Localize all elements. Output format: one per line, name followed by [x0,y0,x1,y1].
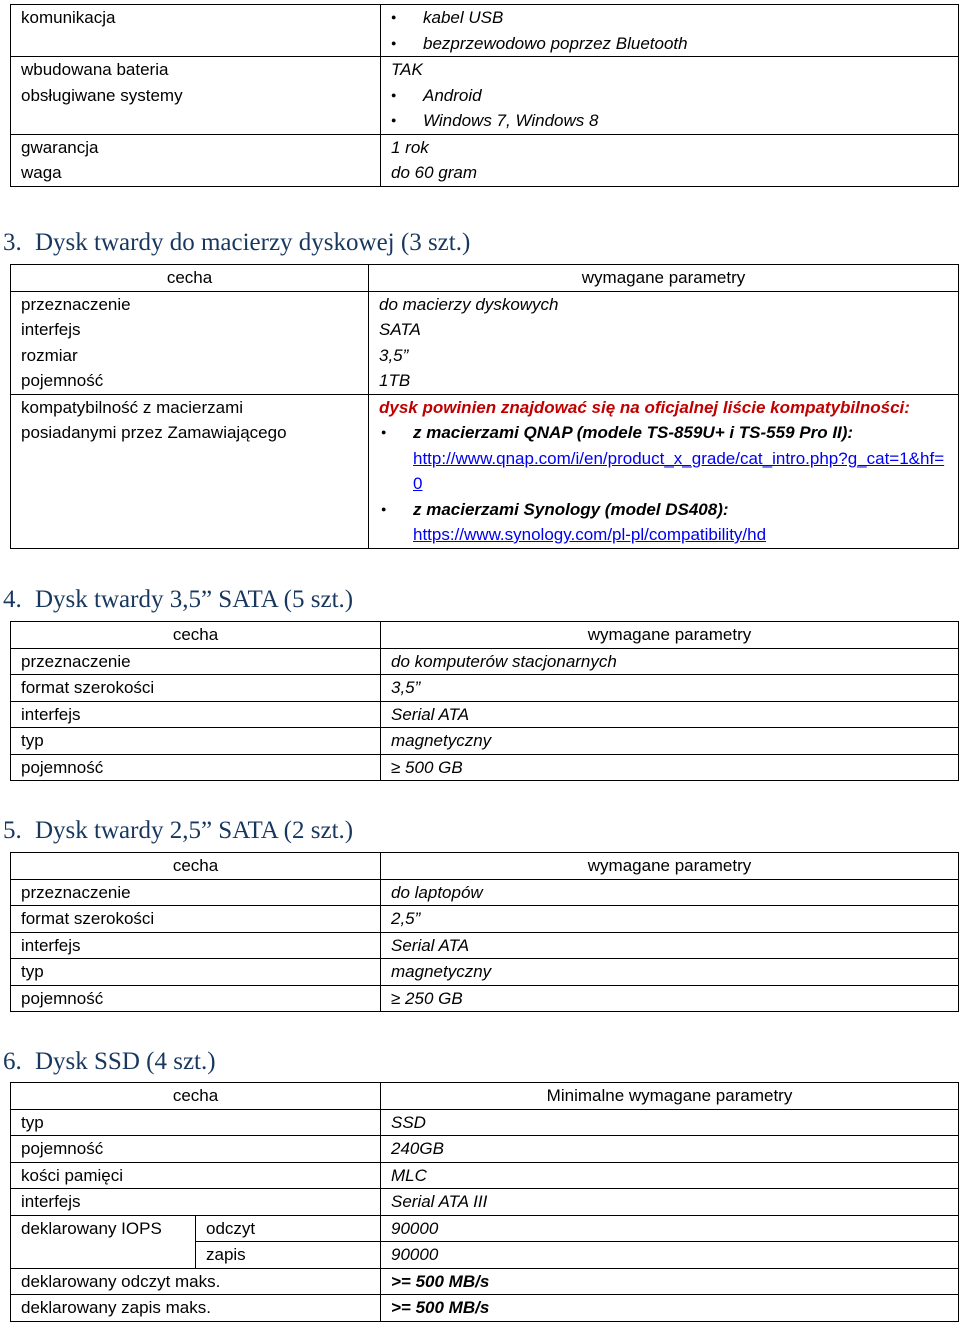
row-label: pojemność [11,368,369,394]
row-value: SATA [369,317,959,343]
row-label: format szerokości [11,675,381,702]
table-row [11,134,959,160]
header-cecha: cecha [11,853,381,880]
row-label: pojemność [11,754,381,781]
row-value: 1 rok [381,134,959,160]
table-row [11,728,959,755]
spec-table-previous [10,4,959,187]
table-row [11,5,959,57]
table-row [11,368,959,394]
row-label: typ [11,1109,381,1136]
row-value: ≥ 250 GB [381,985,959,1012]
row-label: kompatybilność z macierzami posiadanymi przez Zamawiającego [11,394,369,548]
section-title: Dysk twardy 2,5” SATA (2 szt.) [35,817,354,844]
table-row [11,394,959,548]
row-label: pojemność [11,1136,381,1163]
row-value: Serial ATA [381,701,959,728]
table-row [11,1295,959,1322]
table-row [11,343,959,369]
row-label: kości pamięci [11,1162,381,1189]
row-value: Serial ATA III [381,1189,959,1216]
list-item: ● bezprzewodowo poprzez Bluetooth [389,31,958,57]
section-heading [3,229,470,257]
header-parametry: wymagane parametry [381,622,959,649]
row-value: magnetyczny [381,728,959,755]
row-label: rozmiar [11,343,369,369]
table-row [11,1189,959,1216]
row-value: magnetyczny [381,959,959,986]
row-value: TAK [381,57,959,83]
row-value: 1TB [369,368,959,394]
row-label: przeznaczenie [11,648,381,675]
table-row [11,985,959,1012]
row-label: obsługiwane systemy [11,83,381,135]
table-row [11,160,959,186]
table-row [11,701,959,728]
table-row [11,291,959,317]
table-row [11,1136,959,1163]
row-value: 3,5” [381,675,959,702]
header-parametry: wymagane parametry [369,265,959,292]
table-row [11,1109,959,1136]
section-number: 3. [3,229,22,256]
table-row [11,932,959,959]
row-value: do macierzy dyskowych [369,291,959,317]
table-header-row [11,622,959,649]
row-value: 240GB [381,1136,959,1163]
section-number: 6. [3,1048,22,1075]
table-row [11,1215,959,1242]
row-label: waga [11,160,381,186]
iops-write-label: zapis [196,1242,381,1269]
synology-compat-link[interactable]: https://www.synology.com/pl-pl/compatibility/hd [413,525,767,544]
table-row [11,959,959,986]
iops-write-value: 90000 [381,1242,959,1269]
section-title: Dysk twardy do macierzy dyskowej (3 szt.) [35,229,471,256]
iops-label: deklarowany IOPS [11,1215,196,1268]
row-label: format szerokości [11,906,381,933]
header-parametry: wymagane parametry [381,853,959,880]
spec-table-hdd-array [10,264,959,549]
row-label: komunikacja [11,5,381,57]
compat-item-qnap: z macierzami QNAP (modele TS-859U+ i TS-559 Pro II): [413,423,854,442]
spec-table-hdd-25 [10,852,959,1012]
list-item [379,420,946,497]
iops-read-label: odczyt [196,1215,381,1242]
row-label: pojemność [11,985,381,1012]
list-item: ● Android [389,83,958,109]
table-row [11,675,959,702]
row-label: interfejs [11,1189,381,1216]
row-label: przeznaczenie [11,291,369,317]
header-parametry: Minimalne wymagane parametry [381,1083,959,1110]
section-heading [3,586,353,614]
table-row [11,754,959,781]
row-value: ≥ 500 GB [381,754,959,781]
row-value: do 60 gram [381,160,959,186]
table-row [11,1162,959,1189]
header-cecha: cecha [11,622,381,649]
list-item: ● kabel USB [389,5,958,31]
row-label: typ [11,959,381,986]
section-number: 4. [3,586,22,613]
row-label: deklarowany zapis maks. [11,1295,381,1322]
row-value: 3,5” [369,343,959,369]
row-label: interfejs [11,701,381,728]
spec-table-ssd [10,1082,959,1322]
table-header-row [11,1083,959,1110]
row-value [381,5,959,57]
row-label: przeznaczenie [11,879,381,906]
compat-intro: dysk powinien znajdować się na oficjalnej liście kompatybilności: [379,397,910,417]
section-heading [3,1048,216,1076]
qnap-compat-link[interactable]: http://www.qnap.com/i/en/product_x_grade/cat_intro.php?g_cat=1&hf=0 [413,448,945,493]
list-item [379,497,946,548]
table-row [11,879,959,906]
section-number: 5. [3,817,22,844]
row-value: Serial ATA [381,932,959,959]
section-title: Dysk twardy 3,5” SATA (5 szt.) [35,586,354,613]
header-cecha: cecha [11,1083,381,1110]
row-label: deklarowany odczyt maks. [11,1268,381,1295]
table-row [11,906,959,933]
spec-table-hdd-35 [10,621,959,781]
section-heading [3,817,353,845]
row-value: >= 500 MB/s [381,1295,959,1322]
header-cecha: cecha [11,265,369,292]
table-row [11,317,959,343]
table-row [11,648,959,675]
row-value: 2,5” [381,906,959,933]
table-row [11,83,959,135]
section-title: Dysk SSD (4 szt.) [35,1048,216,1075]
row-value [369,394,959,548]
row-value: >= 500 MB/s [381,1268,959,1295]
compat-item-synology: z macierzami Synology (model DS408): [413,499,729,519]
row-label: interfejs [11,317,369,343]
row-value: MLC [381,1162,959,1189]
row-label: interfejs [11,932,381,959]
row-value: do laptopów [381,879,959,906]
row-label: typ [11,728,381,755]
row-value: do komputerów stacjonarnych [381,648,959,675]
table-row [11,1268,959,1295]
row-value [381,83,959,135]
row-value: SSD [381,1109,959,1136]
iops-read-value: 90000 [381,1215,959,1242]
table-header-row [11,853,959,880]
table-row [11,57,959,83]
list-item: ● Windows 7, Windows 8 [389,108,958,134]
row-label: gwarancja [11,134,381,160]
table-header-row [11,265,959,292]
row-label: wbudowana bateria [11,57,381,83]
